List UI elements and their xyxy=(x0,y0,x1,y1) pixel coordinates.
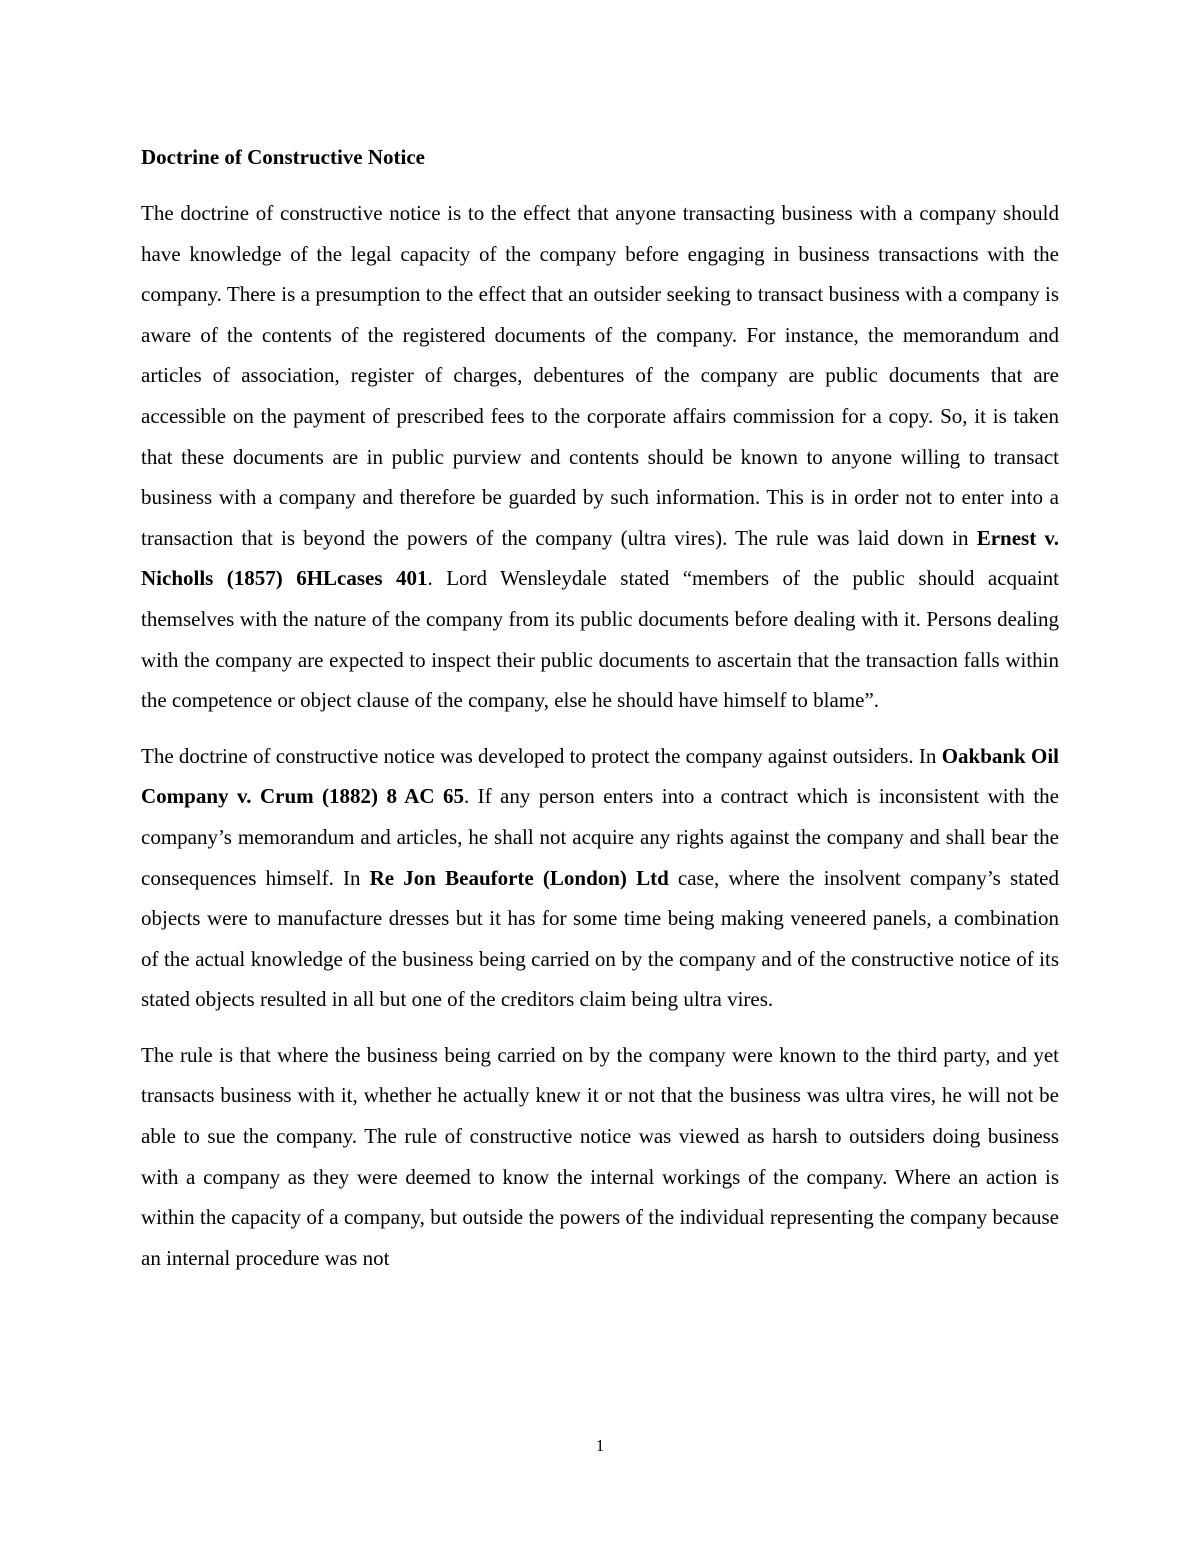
paragraph-2 xyxy=(141,736,1059,1020)
case-citation-ernest-v-nicholls: Ernest v. Nicholls (1857) 6HLcases 401 xyxy=(141,525,1059,591)
document-title: Doctrine of Constructive Notice xyxy=(141,145,425,169)
paragraph-1 xyxy=(141,193,1059,721)
document-body xyxy=(141,139,1059,1293)
case-citation-re-jon-beauforte: Re Jon Beauforte (London) Ltd xyxy=(369,865,669,890)
case-citation-oakbank-v-crum: Oakbank Oil Company v. Crum (1882) 8 AC 65 xyxy=(141,743,1059,809)
paragraph-text: The doctrine of constructive notice was developed to protect the company against outsiders. In xyxy=(141,743,942,768)
paragraph-text: . Lord Wensleydale stated “members of the public should acquaint themselves with the nature of the company from its public documents before dealing with it. Persons dealing with the company are expected to inspect their public documents to ascertain that the transaction falls within the competence or object clause of the company, else he should have himself to blame”. xyxy=(141,566,1060,713)
paragraph-text: . If any person enters into a contract which is inconsistent with the company’s memorandum and articles, he shall not acquire any rights against the company and shall bear the consequences himself. In xyxy=(141,784,1059,890)
page-number: 1 xyxy=(595,1436,605,1455)
paragraph-3 xyxy=(141,1035,1059,1279)
paragraph-text: The doctrine of constructive notice is to the effect that anyone transacting business with a company should have knowledge of the legal capacity of the company before engaging in business transactions with the company. There is a presumption to the effect that an outsider seeking to transact business with a company is aware of the contents of the registered documents of the company. For instance, the memorandum and articles of association, register of charges, debentures of the company are public documents that are accessible on the payment of prescribed fees to the corporate affairs commission for a copy. So, it is taken that these documents are in public purview and contents should be known to anyone willing to transact business with a company and therefore be guarded by such information. This is in order not to enter into a transaction that is beyond the powers of the company (ultra vires). The rule was laid down in xyxy=(141,201,1059,550)
paragraph-text: case, where the insolvent company’s stated objects were to manufacture dresses but it has for some time being making veneered panels, a combination of the actual knowledge of the business being carried on by the company and of the constructive notice of its stated objects resulted in all but one of the creditors claim being ultra vires. xyxy=(141,865,1059,1012)
paragraph-text: The rule is that where the business being carried on by the company were known to the third party, and yet transacts business with it, whether he actually knew it or not that the business was ultra vires, he will not be able to sue the company. The rule of constructive notice was viewed as harsh to outsiders doing business with a company as they were deemed to know the internal workings of the company. Where an action is within the capacity of a company, but outside the powers of the individual representing the company because an internal procedure was not xyxy=(141,1042,1059,1270)
